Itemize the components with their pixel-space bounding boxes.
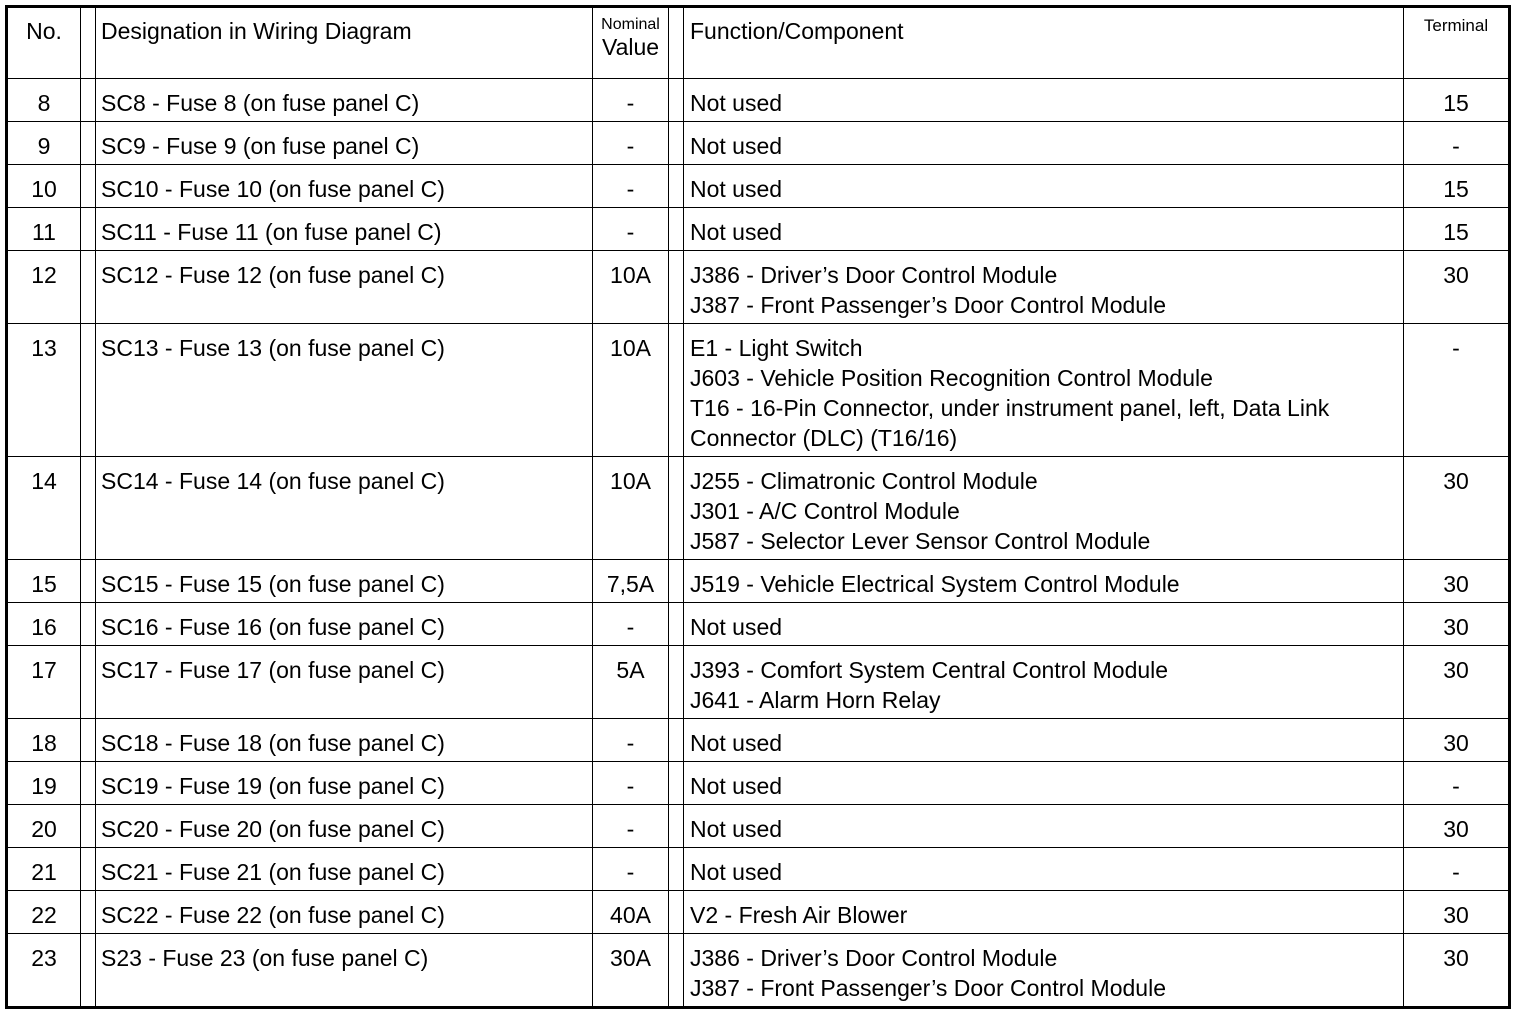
separator-cell	[81, 762, 96, 805]
row-function	[684, 251, 1404, 324]
row-nominal-value: 10A	[593, 251, 669, 324]
table-row	[7, 165, 1510, 208]
row-function	[684, 79, 1404, 122]
row-nominal-value: -	[593, 603, 669, 646]
row-nominal-value: -	[593, 208, 669, 251]
function-line: Not used	[690, 176, 783, 202]
row-designation: SC21 - Fuse 21 (on fuse panel C)	[96, 848, 593, 891]
row-designation: SC13 - Fuse 13 (on fuse panel C)	[96, 324, 593, 457]
row-terminal: -	[1404, 122, 1510, 165]
row-designation: SC14 - Fuse 14 (on fuse panel C)	[96, 457, 593, 560]
row-number: 23	[7, 934, 81, 1008]
function-line: J386 - Driver’s Door Control Module	[690, 262, 1058, 288]
function-line: Not used	[690, 90, 783, 116]
separator-cell	[81, 7, 96, 79]
function-line: Not used	[690, 133, 783, 159]
row-terminal: 30	[1404, 560, 1510, 603]
row-nominal-value: 5A	[593, 646, 669, 719]
row-function	[684, 324, 1404, 457]
row-terminal: 30	[1404, 805, 1510, 848]
row-nominal-value: 7,5A	[593, 560, 669, 603]
table-body	[7, 79, 1510, 1008]
row-number: 19	[7, 762, 81, 805]
function-line: Connector (DLC) (T16/16)	[690, 425, 958, 451]
table-row	[7, 324, 1510, 457]
function-line: J387 - Front Passenger’s Door Control Module	[690, 292, 1166, 318]
table-row	[7, 251, 1510, 324]
row-terminal: 30	[1404, 646, 1510, 719]
table-row	[7, 560, 1510, 603]
function-line: E1 - Light Switch	[690, 335, 863, 361]
header-nominal-small: Nominal	[601, 16, 660, 33]
row-designation: SC8 - Fuse 8 (on fuse panel C)	[96, 79, 593, 122]
separator-cell	[81, 891, 96, 934]
separator-cell	[81, 603, 96, 646]
function-line: J387 - Front Passenger’s Door Control Module	[690, 975, 1166, 1001]
row-number: 10	[7, 165, 81, 208]
row-function	[684, 719, 1404, 762]
header-function: Function/Component	[684, 7, 1404, 79]
row-nominal-value: 30A	[593, 934, 669, 1008]
row-number: 22	[7, 891, 81, 934]
row-function	[684, 848, 1404, 891]
row-designation: S23 - Fuse 23 (on fuse panel C)	[96, 934, 593, 1008]
table-row	[7, 79, 1510, 122]
table-row	[7, 848, 1510, 891]
separator-cell	[669, 79, 684, 122]
row-designation: SC22 - Fuse 22 (on fuse panel C)	[96, 891, 593, 934]
row-number: 12	[7, 251, 81, 324]
row-nominal-value: -	[593, 762, 669, 805]
header-nominal-big: Value	[601, 34, 660, 60]
separator-cell	[669, 848, 684, 891]
function-line: J587 - Selector Lever Sensor Control Module	[690, 528, 1151, 554]
row-function	[684, 603, 1404, 646]
row-terminal: 30	[1404, 457, 1510, 560]
separator-cell	[669, 719, 684, 762]
separator-cell	[81, 934, 96, 1008]
table-row	[7, 762, 1510, 805]
header-designation: Designation in Wiring Diagram	[96, 7, 593, 79]
separator-cell	[81, 208, 96, 251]
row-function	[684, 457, 1404, 560]
function-line: J386 - Driver’s Door Control Module	[690, 945, 1058, 971]
header-terminal: Terminal	[1404, 7, 1510, 79]
separator-cell	[669, 934, 684, 1008]
row-designation: SC19 - Fuse 19 (on fuse panel C)	[96, 762, 593, 805]
row-number: 15	[7, 560, 81, 603]
separator-cell	[81, 560, 96, 603]
function-line: Not used	[690, 773, 783, 799]
row-function	[684, 208, 1404, 251]
row-number: 20	[7, 805, 81, 848]
row-number: 8	[7, 79, 81, 122]
function-line: T16 - 16-Pin Connector, under instrument panel, left, Data Link	[690, 395, 1330, 421]
table-row	[7, 646, 1510, 719]
row-nominal-value: 10A	[593, 324, 669, 457]
separator-cell	[81, 165, 96, 208]
table-row	[7, 934, 1510, 1008]
separator-cell	[669, 251, 684, 324]
separator-cell	[669, 122, 684, 165]
row-terminal: 30	[1404, 934, 1510, 1008]
separator-cell	[669, 646, 684, 719]
row-terminal: 15	[1404, 208, 1510, 251]
table-row	[7, 603, 1510, 646]
row-designation: SC10 - Fuse 10 (on fuse panel C)	[96, 165, 593, 208]
row-designation: SC18 - Fuse 18 (on fuse panel C)	[96, 719, 593, 762]
table-row	[7, 719, 1510, 762]
function-line: J255 - Climatronic Control Module	[690, 468, 1038, 494]
fuse-table	[5, 5, 1511, 1009]
row-number: 16	[7, 603, 81, 646]
row-function	[684, 762, 1404, 805]
header-no: No.	[7, 7, 81, 79]
separator-cell	[81, 805, 96, 848]
row-designation: SC16 - Fuse 16 (on fuse panel C)	[96, 603, 593, 646]
row-designation: SC12 - Fuse 12 (on fuse panel C)	[96, 251, 593, 324]
row-designation: SC17 - Fuse 17 (on fuse panel C)	[96, 646, 593, 719]
table-row	[7, 805, 1510, 848]
separator-cell	[669, 762, 684, 805]
row-function	[684, 560, 1404, 603]
row-terminal: -	[1404, 848, 1510, 891]
separator-cell	[81, 646, 96, 719]
function-line: Not used	[690, 859, 783, 885]
row-nominal-value: -	[593, 122, 669, 165]
separator-cell	[669, 603, 684, 646]
row-designation: SC15 - Fuse 15 (on fuse panel C)	[96, 560, 593, 603]
row-function	[684, 165, 1404, 208]
function-line: J393 - Comfort System Central Control Module	[690, 657, 1169, 683]
row-nominal-value: -	[593, 805, 669, 848]
row-number: 18	[7, 719, 81, 762]
function-line: J519 - Vehicle Electrical System Control Module	[690, 571, 1180, 597]
row-terminal: 15	[1404, 165, 1510, 208]
function-line: Not used	[690, 219, 783, 245]
separator-cell	[669, 324, 684, 457]
row-terminal: 15	[1404, 79, 1510, 122]
function-line: Not used	[690, 614, 783, 640]
separator-cell	[669, 560, 684, 603]
function-line: Not used	[690, 816, 783, 842]
header-nominal	[593, 7, 669, 79]
row-nominal-value: -	[593, 79, 669, 122]
table-row	[7, 457, 1510, 560]
function-line: V2 - Fresh Air Blower	[690, 902, 908, 928]
row-number: 11	[7, 208, 81, 251]
row-number: 21	[7, 848, 81, 891]
table-row	[7, 891, 1510, 934]
table-row	[7, 122, 1510, 165]
row-function	[684, 646, 1404, 719]
row-nominal-value: -	[593, 165, 669, 208]
row-number: 9	[7, 122, 81, 165]
separator-cell	[81, 848, 96, 891]
row-function	[684, 805, 1404, 848]
separator-cell	[81, 324, 96, 457]
separator-cell	[669, 891, 684, 934]
separator-cell	[669, 208, 684, 251]
row-number: 14	[7, 457, 81, 560]
row-function	[684, 934, 1404, 1008]
separator-cell	[81, 457, 96, 560]
row-designation: SC9 - Fuse 9 (on fuse panel C)	[96, 122, 593, 165]
row-nominal-value: 40A	[593, 891, 669, 934]
separator-cell	[669, 805, 684, 848]
function-line: J603 - Vehicle Position Recognition Control Module	[690, 365, 1213, 391]
row-terminal: 30	[1404, 891, 1510, 934]
row-terminal: 30	[1404, 251, 1510, 324]
row-number: 17	[7, 646, 81, 719]
separator-cell	[81, 251, 96, 324]
separator-cell	[81, 122, 96, 165]
row-number: 13	[7, 324, 81, 457]
separator-cell	[669, 165, 684, 208]
separator-cell	[81, 719, 96, 762]
function-line: Not used	[690, 730, 783, 756]
row-terminal: 30	[1404, 603, 1510, 646]
row-function	[684, 891, 1404, 934]
row-terminal: -	[1404, 762, 1510, 805]
function-line: J641 - Alarm Horn Relay	[690, 687, 941, 713]
function-line: J301 - A/C Control Module	[690, 498, 960, 524]
row-terminal: -	[1404, 324, 1510, 457]
table-row	[7, 208, 1510, 251]
header-row	[7, 7, 1510, 79]
row-nominal-value: -	[593, 719, 669, 762]
row-nominal-value: 10A	[593, 457, 669, 560]
separator-cell	[669, 457, 684, 560]
row-designation: SC20 - Fuse 20 (on fuse panel C)	[96, 805, 593, 848]
row-function	[684, 122, 1404, 165]
row-terminal: 30	[1404, 719, 1510, 762]
row-designation: SC11 - Fuse 11 (on fuse panel C)	[96, 208, 593, 251]
separator-cell	[81, 79, 96, 122]
separator-cell	[669, 7, 684, 79]
row-nominal-value: -	[593, 848, 669, 891]
